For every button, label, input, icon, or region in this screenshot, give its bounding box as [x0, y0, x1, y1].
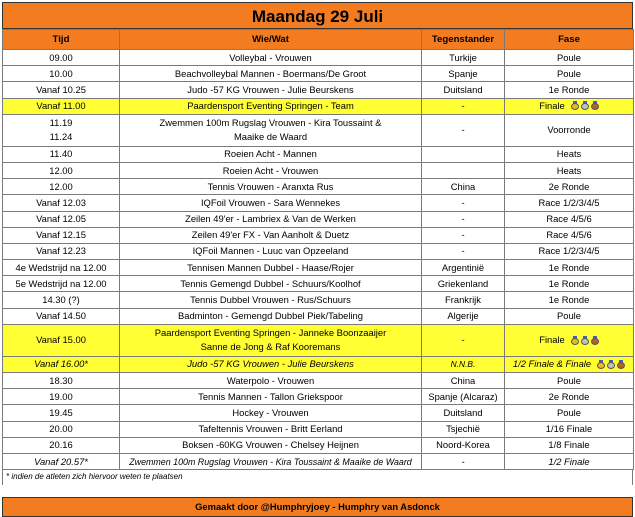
cell-tegenstander: Duitsland	[422, 405, 505, 421]
table-row	[3, 405, 634, 421]
cell-tijd	[3, 114, 120, 146]
cell-tegenstander: Spanje (Alcaraz)	[422, 389, 505, 405]
table-header-row	[3, 30, 634, 50]
medals-group	[595, 358, 625, 372]
cell-wie-wat: Tennis Gemengd Dubbel - Schuurs/Koolhof	[120, 276, 422, 292]
table-row	[3, 66, 634, 82]
cell-fase: 1e Ronde	[505, 292, 634, 308]
column-header-wie-wat: Wie/Wat	[120, 30, 422, 50]
table-row	[3, 50, 634, 66]
tijd-line-1: 11.19	[49, 117, 73, 129]
cell-tijd: Vanaf 12.15	[3, 227, 120, 243]
cell-wie-wat: Zwemmen 100m Rugslag Vrouwen - Kira Toussaint & Maaike de Waard	[120, 453, 422, 469]
cell-fase: 1e Ronde	[505, 82, 634, 98]
cell-tegenstander: Algerije	[422, 308, 505, 324]
cell-wie-wat: Beachvolleybal Mannen - Boermans/De Groot	[120, 66, 422, 82]
table-row-highlight	[3, 98, 634, 114]
cell-wie-wat: Hockey - Vrouwen	[120, 405, 422, 421]
gold-medal-icon	[571, 101, 579, 110]
cell-tegenstander: China	[422, 179, 505, 195]
cell-tijd: 14.30 (?)	[3, 292, 120, 308]
cell-tegenstander: N.N.B.	[422, 356, 505, 372]
cell-wie-wat: Roeien Acht - Mannen	[120, 146, 422, 162]
cell-fase: 1e Ronde	[505, 260, 634, 276]
table-row	[3, 114, 634, 146]
cell-fase: Heats	[505, 146, 634, 162]
cell-tegenstander: -	[422, 195, 505, 211]
cell-wie-wat: Waterpolo - Vrouwen	[120, 373, 422, 389]
spacer	[2, 485, 633, 497]
wie-line-2: Sanne de Jong & Raf Kooremans	[200, 341, 341, 353]
cell-wie-wat: Tennis Dubbel Vrouwen - Rus/Schuurs	[120, 292, 422, 308]
cell-wie-wat: Judo -57 KG Vrouwen - Julie Beurskens	[120, 82, 422, 98]
cell-tegenstander: Turkije	[422, 50, 505, 66]
cell-fase: Race 1/2/3/4/5	[505, 195, 634, 211]
gold-medal-icon	[571, 336, 579, 345]
cell-wie-wat: Volleybal - Vrouwen	[120, 50, 422, 66]
medals-group	[569, 99, 599, 113]
medals-group	[569, 334, 599, 348]
bronze-medal-icon	[591, 336, 599, 345]
cell-wie-wat: Zeilen 49'er - Lambriex & Van de Werken	[120, 211, 422, 227]
cell-tijd: 12.00	[3, 179, 120, 195]
bronze-medal-icon	[591, 101, 599, 110]
wie-line-1: Zwemmen 100m Rugslag Vrouwen - Kira Toussaint &	[159, 117, 382, 129]
column-header-tegenstander: Tegenstander	[422, 30, 505, 50]
table-row	[3, 276, 634, 292]
cell-tijd: 12.00	[3, 162, 120, 178]
fase-label: 1/2 Finale & Finale	[512, 358, 592, 370]
cell-tegenstander: -	[422, 324, 505, 356]
cell-fase: 2e Ronde	[505, 389, 634, 405]
table-row	[3, 421, 634, 437]
cell-fase: 1/2 Finale	[505, 453, 634, 469]
cell-tijd: 10.00	[3, 66, 120, 82]
cell-tijd: 19.00	[3, 389, 120, 405]
cell-wie-wat	[120, 114, 422, 146]
tijd-line-2: 11.24	[49, 131, 73, 143]
cell-wie-wat: Zeilen 49'er FX - Van Aanholt & Duetz	[120, 227, 422, 243]
bronze-medal-icon	[617, 360, 625, 369]
cell-tijd: Vanaf 14.50	[3, 308, 120, 324]
wie-line-1: Paardensport Eventing Springen - Janneke Boonzaaijer	[154, 327, 387, 339]
cell-wie-wat: Boksen -60KG Vrouwen - Chelsey Heijnen	[120, 437, 422, 453]
table-row	[3, 162, 634, 178]
cell-wie-wat: Paardensport Eventing Springen - Team	[120, 98, 422, 114]
cell-tegenstander: -	[422, 114, 505, 146]
cell-tijd: Vanaf 15.00	[3, 324, 120, 356]
cell-tijd: 20.16	[3, 437, 120, 453]
table-row	[3, 195, 634, 211]
table-row	[3, 179, 634, 195]
cell-fase: 1/8 Finale	[505, 437, 634, 453]
cell-fase: Voorronde	[505, 114, 634, 146]
silver-medal-icon	[581, 101, 589, 110]
cell-tijd: 5e Wedstrijd na 12.00	[3, 276, 120, 292]
cell-tijd: Vanaf 16.00*	[3, 356, 120, 372]
cell-tegenstander: Argentinië	[422, 260, 505, 276]
cell-fase	[505, 356, 634, 372]
table-row	[3, 260, 634, 276]
silver-medal-icon	[581, 336, 589, 345]
cell-fase	[505, 98, 634, 114]
cell-tegenstander: Duitsland	[422, 82, 505, 98]
cell-fase: Poule	[505, 405, 634, 421]
table-row	[3, 389, 634, 405]
credits-footer: Gemaakt door @Humphryjoey - Humphry van Asdonck	[2, 497, 633, 517]
cell-tegenstander: Frankrijk	[422, 292, 505, 308]
cell-tegenstander: Griekenland	[422, 276, 505, 292]
cell-tegenstander: China	[422, 373, 505, 389]
wie-line-2: Maaike de Waard	[233, 131, 308, 143]
cell-tijd: 18.30	[3, 373, 120, 389]
cell-wie-wat: Tennis Vrouwen - Aranxta Rus	[120, 179, 422, 195]
table-row	[3, 453, 634, 469]
cell-fase: Poule	[505, 50, 634, 66]
page-title: Maandag 29 Juli	[2, 2, 633, 29]
cell-fase: Poule	[505, 308, 634, 324]
cell-fase: 1/16 Finale	[505, 421, 634, 437]
table-row	[3, 82, 634, 98]
table-row	[3, 308, 634, 324]
table-row	[3, 243, 634, 259]
cell-tijd: 09.00	[3, 50, 120, 66]
table-row	[3, 437, 634, 453]
cell-fase: Race 4/5/6	[505, 227, 634, 243]
fase-label: Finale	[539, 334, 565, 346]
cell-tegenstander: -	[422, 243, 505, 259]
cell-tegenstander: -	[422, 211, 505, 227]
cell-wie-wat: IQFoil Vrouwen - Sara Wennekes	[120, 195, 422, 211]
table-row	[3, 292, 634, 308]
cell-tijd: Vanaf 11.00	[3, 98, 120, 114]
cell-tijd: Vanaf 12.05	[3, 211, 120, 227]
cell-fase: Poule	[505, 373, 634, 389]
cell-fase: Poule	[505, 66, 634, 82]
table-row-highlight	[3, 324, 634, 356]
cell-wie-wat: Tennis Mannen - Tallon Griekspoor	[120, 389, 422, 405]
cell-fase: 1e Ronde	[505, 276, 634, 292]
cell-tegenstander: -	[422, 98, 505, 114]
column-header-tijd: Tijd	[3, 30, 120, 50]
cell-tijd: 11.40	[3, 146, 120, 162]
table-row	[3, 146, 634, 162]
fase-label: Finale	[539, 99, 565, 111]
cell-tegenstander: -	[422, 227, 505, 243]
cell-tijd: 19.45	[3, 405, 120, 421]
cell-tegenstander: Spanje	[422, 66, 505, 82]
cell-wie-wat: IQFoil Mannen - Luuc van Opzeeland	[120, 243, 422, 259]
cell-tegenstander	[422, 146, 505, 162]
cell-wie-wat	[120, 324, 422, 356]
column-header-fase: Fase	[505, 30, 634, 50]
cell-tegenstander	[422, 162, 505, 178]
footnote: * indien de atleten zich hiervoor weten te plaatsen	[2, 470, 633, 485]
cell-wie-wat: Tennisen Mannen Dubbel - Haase/Rojer	[120, 260, 422, 276]
cell-wie-wat: Roeien Acht - Vrouwen	[120, 162, 422, 178]
cell-tegenstander: Noord-Korea	[422, 437, 505, 453]
cell-fase: Race 4/5/6	[505, 211, 634, 227]
cell-wie-wat: Badminton - Gemengd Dubbel Piek/Tabeling	[120, 308, 422, 324]
cell-tegenstander: Tsjechië	[422, 421, 505, 437]
cell-fase: 2e Ronde	[505, 179, 634, 195]
cell-fase	[505, 324, 634, 356]
cell-tijd: Vanaf 12.23	[3, 243, 120, 259]
schedule-table	[2, 29, 634, 470]
cell-tijd: Vanaf 20.57*	[3, 453, 120, 469]
table-row	[3, 373, 634, 389]
cell-tijd: 20.00	[3, 421, 120, 437]
cell-tijd: Vanaf 10.25	[3, 82, 120, 98]
cell-wie-wat: Judo -57 KG Vrouwen - Julie Beurskens	[120, 356, 422, 372]
schedule-frame	[2, 2, 633, 513]
table-row	[3, 211, 634, 227]
cell-wie-wat: Tafeltennis Vrouwen - Britt Eerland	[120, 421, 422, 437]
cell-tijd: Vanaf 12.03	[3, 195, 120, 211]
gold-medal-icon	[597, 360, 605, 369]
table-row-highlight	[3, 356, 634, 372]
cell-fase: Race 1/2/3/4/5	[505, 243, 634, 259]
cell-tegenstander: -	[422, 453, 505, 469]
cell-tijd: 4e Wedstrijd na 12.00	[3, 260, 120, 276]
cell-fase: Heats	[505, 162, 634, 178]
table-row	[3, 227, 634, 243]
silver-medal-icon	[607, 360, 615, 369]
